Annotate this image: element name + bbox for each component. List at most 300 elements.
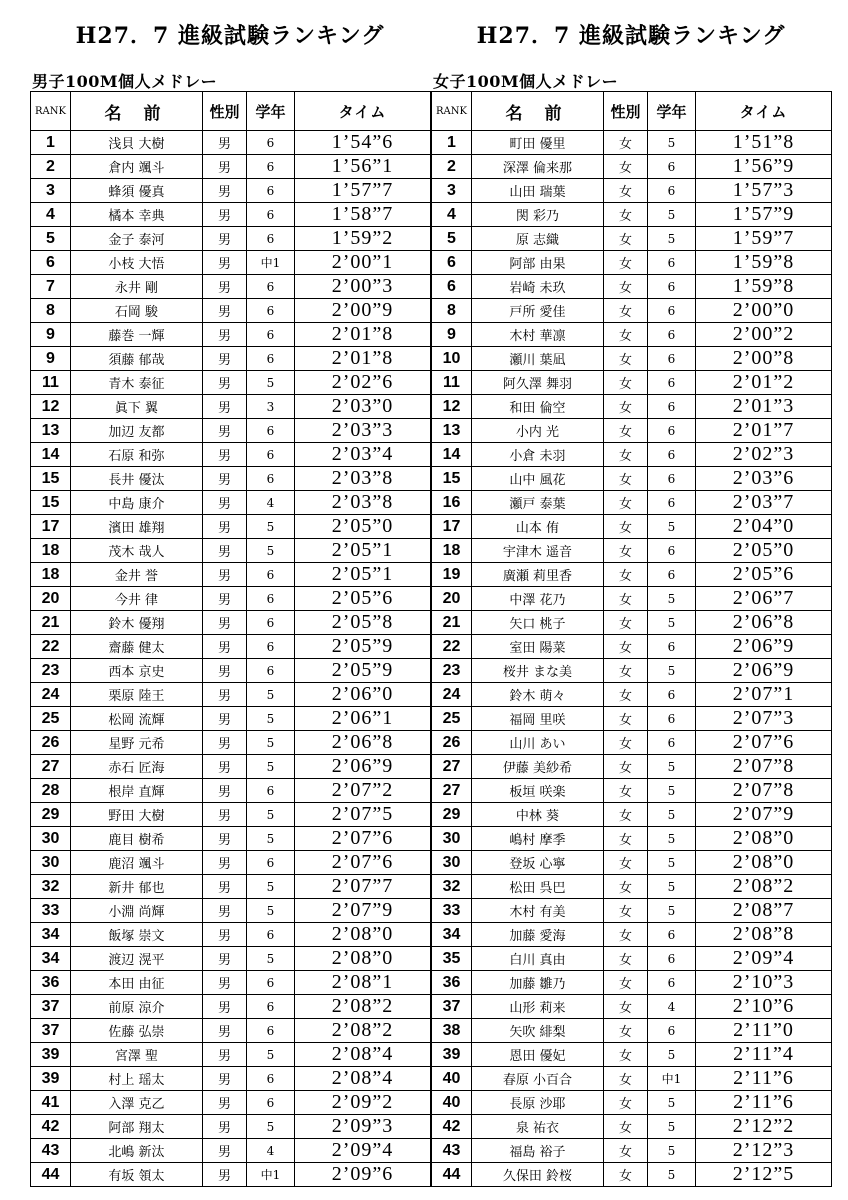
gender-cell: 女 <box>604 587 648 611</box>
rank-cell: 3 <box>31 179 71 203</box>
table-row <box>432 779 832 803</box>
gender-cell: 男 <box>203 851 247 875</box>
gender-cell: 男 <box>203 587 247 611</box>
gender-cell: 女 <box>604 923 648 947</box>
name-cell: 岩崎 未玖 <box>472 275 604 299</box>
gender-cell: 女 <box>604 275 648 299</box>
gender-cell: 女 <box>604 683 648 707</box>
table-row <box>31 251 431 275</box>
name-cell: 鈴木 萌々 <box>472 683 604 707</box>
table-row <box>432 1115 832 1139</box>
rank-cell: 37 <box>31 1019 71 1043</box>
gender-header: 性別 <box>604 92 648 131</box>
gender-cell: 男 <box>203 203 247 227</box>
rank-cell: 9 <box>432 323 472 347</box>
time-cell: 2’06”9 <box>295 755 431 779</box>
table-row <box>432 515 832 539</box>
name-cell: 瀬川 葉凪 <box>472 347 604 371</box>
name-cell: 青木 泰征 <box>71 371 203 395</box>
grade-cell: 5 <box>247 755 295 779</box>
rank-cell: 18 <box>31 563 71 587</box>
rank-cell: 4 <box>432 203 472 227</box>
table-row <box>31 611 431 635</box>
rank-cell: 14 <box>31 443 71 467</box>
rank-cell: 26 <box>31 731 71 755</box>
name-header: 名 前 <box>71 92 203 131</box>
gender-cell: 男 <box>203 899 247 923</box>
table-row <box>432 875 832 899</box>
gender-cell: 男 <box>203 779 247 803</box>
rank-cell: 20 <box>31 587 71 611</box>
rank-cell: 27 <box>432 779 472 803</box>
gender-cell: 女 <box>604 371 648 395</box>
grade-cell: 6 <box>247 155 295 179</box>
gender-cell: 男 <box>203 683 247 707</box>
name-cell: 浅貝 大樹 <box>71 131 203 155</box>
time-cell: 2’03”8 <box>295 491 431 515</box>
boys-event-subtitle: 男子100M個人メドレー <box>32 72 218 91</box>
name-cell: 小倉 未羽 <box>472 443 604 467</box>
table-row <box>432 611 832 635</box>
gender-cell: 男 <box>203 275 247 299</box>
time-cell: 2’08”7 <box>696 899 832 923</box>
name-cell: 鈴木 優翔 <box>71 611 203 635</box>
name-cell: 渡辺 滉平 <box>71 947 203 971</box>
time-cell: 2’05”9 <box>295 635 431 659</box>
table-row <box>31 515 431 539</box>
gender-cell: 女 <box>604 467 648 491</box>
grade-cell: 4 <box>247 1139 295 1163</box>
name-cell: 長原 沙耶 <box>472 1091 604 1115</box>
table-row <box>31 1067 431 1091</box>
table-row <box>432 179 832 203</box>
time-cell: 2’01”3 <box>696 395 832 419</box>
table-row <box>31 179 431 203</box>
table-row <box>432 1019 832 1043</box>
gender-cell: 女 <box>604 779 648 803</box>
gender-cell: 女 <box>604 755 648 779</box>
table-row <box>432 683 832 707</box>
time-cell: 2’00”0 <box>696 299 832 323</box>
rank-cell: 23 <box>31 659 71 683</box>
name-cell: 有坂 領太 <box>71 1163 203 1187</box>
table-row <box>432 635 832 659</box>
table-row <box>432 539 832 563</box>
rank-cell: 30 <box>31 827 71 851</box>
time-cell: 2’07”9 <box>696 803 832 827</box>
rank-cell: 39 <box>432 1043 472 1067</box>
time-cell: 1’59”7 <box>696 227 832 251</box>
table-row <box>432 995 832 1019</box>
table-row <box>31 1091 431 1115</box>
grade-cell: 3 <box>247 395 295 419</box>
rank-cell: 42 <box>432 1115 472 1139</box>
time-cell: 2’08”0 <box>696 851 832 875</box>
table-row <box>31 323 431 347</box>
name-cell: 戸所 愛佳 <box>472 299 604 323</box>
gender-cell: 男 <box>203 635 247 659</box>
grade-cell: 6 <box>247 467 295 491</box>
time-cell: 1’51”8 <box>696 131 832 155</box>
table-row <box>31 131 431 155</box>
gender-cell: 男 <box>203 131 247 155</box>
rank-cell: 4 <box>31 203 71 227</box>
grade-cell: 6 <box>247 227 295 251</box>
time-cell: 2’00”8 <box>696 347 832 371</box>
time-cell: 2’02”6 <box>295 371 431 395</box>
rank-cell: 34 <box>432 923 472 947</box>
gender-cell: 女 <box>604 179 648 203</box>
name-cell: 鹿目 樹希 <box>71 827 203 851</box>
time-cell: 2’11”6 <box>696 1067 832 1091</box>
name-cell: 野田 大樹 <box>71 803 203 827</box>
name-cell: 長井 優汰 <box>71 467 203 491</box>
rank-cell: 39 <box>31 1043 71 1067</box>
grade-cell: 6 <box>648 395 696 419</box>
name-cell: 山田 瑞葉 <box>472 179 604 203</box>
grade-cell: 6 <box>247 1067 295 1091</box>
table-row <box>432 587 832 611</box>
girls-page-title: H27．7 進級試験ランキング <box>476 23 786 49</box>
time-cell: 2’11”4 <box>696 1043 832 1067</box>
name-cell: 山形 莉来 <box>472 995 604 1019</box>
grade-cell: 5 <box>648 755 696 779</box>
grade-cell: 6 <box>247 851 295 875</box>
time-cell: 2’11”6 <box>696 1091 832 1115</box>
grade-cell: 6 <box>648 371 696 395</box>
table-row <box>432 971 832 995</box>
name-cell: 蜂須 優真 <box>71 179 203 203</box>
rank-cell: 24 <box>31 683 71 707</box>
grade-cell: 5 <box>247 539 295 563</box>
grade-cell: 6 <box>648 275 696 299</box>
rank-cell: 9 <box>31 323 71 347</box>
time-cell: 1’58”7 <box>295 203 431 227</box>
gender-cell: 女 <box>604 515 648 539</box>
name-cell: 阿部 由果 <box>472 251 604 275</box>
gender-cell: 男 <box>203 659 247 683</box>
name-cell: 眞下 翼 <box>71 395 203 419</box>
name-cell: 矢口 桃子 <box>472 611 604 635</box>
gender-cell: 女 <box>604 1091 648 1115</box>
grade-cell: 6 <box>247 419 295 443</box>
gender-cell: 男 <box>203 1043 247 1067</box>
table-row <box>432 251 832 275</box>
gender-cell: 男 <box>203 923 247 947</box>
grade-cell: 6 <box>247 587 295 611</box>
time-cell: 2’06”9 <box>696 635 832 659</box>
grade-cell: 6 <box>648 947 696 971</box>
name-cell: 倉内 颯斗 <box>71 155 203 179</box>
time-cell: 2’08”1 <box>295 971 431 995</box>
name-cell: 嶋村 摩季 <box>472 827 604 851</box>
name-cell: 加辺 友都 <box>71 419 203 443</box>
table-row <box>31 371 431 395</box>
gender-cell: 女 <box>604 707 648 731</box>
grade-cell: 6 <box>648 635 696 659</box>
grade-cell: 6 <box>247 1091 295 1115</box>
gender-cell: 男 <box>203 1163 247 1187</box>
name-cell: 小枝 大悟 <box>71 251 203 275</box>
time-cell: 1’57”3 <box>696 179 832 203</box>
name-cell: 山中 風花 <box>472 467 604 491</box>
gender-cell: 男 <box>203 707 247 731</box>
grade-cell: 4 <box>247 491 295 515</box>
name-cell: 町田 優里 <box>472 131 604 155</box>
grade-cell: 中1 <box>247 1163 295 1187</box>
name-cell: 瀬戸 泰葉 <box>472 491 604 515</box>
time-cell: 2’09”4 <box>696 947 832 971</box>
gender-cell: 男 <box>203 491 247 515</box>
time-cell: 1’56”9 <box>696 155 832 179</box>
table-row <box>432 155 832 179</box>
table-row <box>31 755 431 779</box>
table-row <box>432 467 832 491</box>
gender-cell: 男 <box>203 515 247 539</box>
time-cell: 2’07”6 <box>295 827 431 851</box>
name-cell: 小内 光 <box>472 419 604 443</box>
grade-cell: 5 <box>648 611 696 635</box>
rank-cell: 25 <box>31 707 71 731</box>
table-row <box>31 1139 431 1163</box>
name-cell: 加藤 愛海 <box>472 923 604 947</box>
gender-cell: 男 <box>203 179 247 203</box>
table-row <box>31 899 431 923</box>
rank-cell: 22 <box>31 635 71 659</box>
table-row <box>432 947 832 971</box>
gender-cell: 男 <box>203 227 247 251</box>
time-cell: 1’59”8 <box>696 251 832 275</box>
time-cell: 2’00”3 <box>295 275 431 299</box>
table-row <box>31 347 431 371</box>
gender-cell: 女 <box>604 1019 648 1043</box>
grade-cell: 5 <box>648 659 696 683</box>
grade-cell: 5 <box>247 683 295 707</box>
grade-cell: 6 <box>648 731 696 755</box>
table-row <box>432 659 832 683</box>
table-row <box>31 947 431 971</box>
time-cell: 2’12”3 <box>696 1139 832 1163</box>
gender-cell: 男 <box>203 395 247 419</box>
table-row <box>31 227 431 251</box>
name-cell: 伊藤 美紗希 <box>472 755 604 779</box>
name-cell: 前原 涼介 <box>71 995 203 1019</box>
gender-cell: 女 <box>604 155 648 179</box>
gender-header: 性別 <box>203 92 247 131</box>
name-cell: 松田 呉巴 <box>472 875 604 899</box>
grade-cell: 6 <box>648 683 696 707</box>
time-cell: 2’05”8 <box>295 611 431 635</box>
gender-cell: 女 <box>604 875 648 899</box>
table-row <box>31 443 431 467</box>
name-cell: 原 志織 <box>472 227 604 251</box>
time-cell: 2’07”6 <box>295 851 431 875</box>
grade-cell: 5 <box>648 1043 696 1067</box>
rank-cell: 30 <box>432 851 472 875</box>
name-cell: 金子 泰河 <box>71 227 203 251</box>
rank-cell: 11 <box>432 371 472 395</box>
gender-cell: 女 <box>604 443 648 467</box>
rank-cell: 43 <box>432 1139 472 1163</box>
time-cell: 2’07”9 <box>295 899 431 923</box>
table-row <box>432 443 832 467</box>
gender-cell: 女 <box>604 251 648 275</box>
gender-cell: 女 <box>604 491 648 515</box>
gender-cell: 女 <box>604 659 648 683</box>
grade-cell: 6 <box>247 923 295 947</box>
name-cell: 藤巻 一輝 <box>71 323 203 347</box>
name-cell: 入澤 克乙 <box>71 1091 203 1115</box>
rank-cell: 12 <box>432 395 472 419</box>
table-row <box>31 731 431 755</box>
time-cell: 2’05”0 <box>295 515 431 539</box>
gender-cell: 男 <box>203 1019 247 1043</box>
gender-cell: 女 <box>604 563 648 587</box>
time-cell: 2’08”4 <box>295 1067 431 1091</box>
name-cell: 木村 華凛 <box>472 323 604 347</box>
rank-header: RANK <box>31 92 71 131</box>
name-cell: 小淵 尚輝 <box>71 899 203 923</box>
rank-cell: 30 <box>31 851 71 875</box>
grade-cell: 5 <box>247 899 295 923</box>
name-cell: 赤石 匠海 <box>71 755 203 779</box>
time-header: タイム <box>696 92 832 131</box>
grade-cell: 5 <box>648 131 696 155</box>
grade-cell: 5 <box>648 779 696 803</box>
table-row <box>31 395 431 419</box>
gender-cell: 男 <box>203 563 247 587</box>
time-cell: 2’07”3 <box>696 707 832 731</box>
grade-cell: 6 <box>247 1019 295 1043</box>
grade-cell: 5 <box>247 707 295 731</box>
name-cell: 松岡 流輝 <box>71 707 203 731</box>
grade-cell: 5 <box>247 731 295 755</box>
rank-cell: 21 <box>432 611 472 635</box>
table-row <box>31 275 431 299</box>
table-row <box>432 347 832 371</box>
rank-cell: 18 <box>432 539 472 563</box>
gender-cell: 女 <box>604 635 648 659</box>
name-cell: 佐藤 弘崇 <box>71 1019 203 1043</box>
gender-cell: 男 <box>203 755 247 779</box>
grade-cell: 中1 <box>247 251 295 275</box>
rank-cell: 17 <box>432 515 472 539</box>
time-cell: 2’03”4 <box>295 443 431 467</box>
name-cell: 桜井 まな美 <box>472 659 604 683</box>
boys-table-body <box>31 131 431 1187</box>
boys-ranking-table <box>30 91 431 1187</box>
time-cell: 2’08”2 <box>295 1019 431 1043</box>
name-cell: 板垣 咲楽 <box>472 779 604 803</box>
table-row <box>31 1163 431 1187</box>
name-cell: 石岡 駿 <box>71 299 203 323</box>
rank-cell: 29 <box>432 803 472 827</box>
gender-cell: 女 <box>604 971 648 995</box>
name-cell: 室田 陽菜 <box>472 635 604 659</box>
grade-cell: 5 <box>648 1115 696 1139</box>
rank-cell: 21 <box>31 611 71 635</box>
name-cell: 飯塚 崇文 <box>71 923 203 947</box>
rank-cell: 44 <box>432 1163 472 1187</box>
table-row <box>31 587 431 611</box>
rank-header: RANK <box>432 92 472 131</box>
gender-cell: 男 <box>203 1091 247 1115</box>
time-cell: 2’05”6 <box>696 563 832 587</box>
gender-cell: 女 <box>604 131 648 155</box>
grade-cell: 6 <box>247 563 295 587</box>
grade-cell: 6 <box>648 179 696 203</box>
name-cell: 山本 侑 <box>472 515 604 539</box>
name-cell: 木村 有美 <box>472 899 604 923</box>
grade-cell: 4 <box>648 995 696 1019</box>
gender-cell: 男 <box>203 611 247 635</box>
time-cell: 2’07”8 <box>696 755 832 779</box>
rank-cell: 27 <box>432 755 472 779</box>
table-row <box>31 803 431 827</box>
grade-cell: 6 <box>648 1019 696 1043</box>
gender-cell: 女 <box>604 539 648 563</box>
gender-cell: 女 <box>604 899 648 923</box>
gender-cell: 女 <box>604 611 648 635</box>
name-cell: 宇津木 遥音 <box>472 539 604 563</box>
time-cell: 2’05”6 <box>295 587 431 611</box>
rank-cell: 5 <box>432 227 472 251</box>
table-row <box>432 563 832 587</box>
rank-cell: 37 <box>31 995 71 1019</box>
table-row <box>31 419 431 443</box>
rank-cell: 2 <box>31 155 71 179</box>
rank-cell: 5 <box>31 227 71 251</box>
time-cell: 2’05”0 <box>696 539 832 563</box>
time-cell: 1’59”2 <box>295 227 431 251</box>
table-row <box>432 755 832 779</box>
name-cell: 鹿沼 颯斗 <box>71 851 203 875</box>
grade-cell: 5 <box>648 587 696 611</box>
grade-cell: 6 <box>247 203 295 227</box>
time-cell: 1’56”1 <box>295 155 431 179</box>
name-cell: 星野 元希 <box>71 731 203 755</box>
rank-cell: 9 <box>31 347 71 371</box>
grade-cell: 6 <box>247 443 295 467</box>
grade-cell: 5 <box>648 899 696 923</box>
time-cell: 2’03”6 <box>696 467 832 491</box>
table-row <box>432 491 832 515</box>
name-cell: 茂木 哉人 <box>71 539 203 563</box>
rank-cell: 39 <box>31 1067 71 1091</box>
table-row <box>31 851 431 875</box>
rank-cell: 32 <box>31 875 71 899</box>
grade-header: 学年 <box>648 92 696 131</box>
gender-cell: 女 <box>604 227 648 251</box>
boys-header-row <box>31 92 431 131</box>
grade-cell: 5 <box>648 203 696 227</box>
time-cell: 2’03”0 <box>295 395 431 419</box>
rank-cell: 12 <box>31 395 71 419</box>
time-cell: 2’06”9 <box>696 659 832 683</box>
gender-cell: 男 <box>203 467 247 491</box>
time-cell: 2’05”1 <box>295 563 431 587</box>
table-row <box>31 995 431 1019</box>
gender-cell: 男 <box>203 371 247 395</box>
time-cell: 2’01”8 <box>295 323 431 347</box>
grade-cell: 5 <box>648 827 696 851</box>
table-row <box>432 371 832 395</box>
gender-cell: 女 <box>604 1115 648 1139</box>
gender-cell: 女 <box>604 731 648 755</box>
rank-cell: 25 <box>432 707 472 731</box>
table-row <box>31 683 431 707</box>
rank-cell: 3 <box>432 179 472 203</box>
